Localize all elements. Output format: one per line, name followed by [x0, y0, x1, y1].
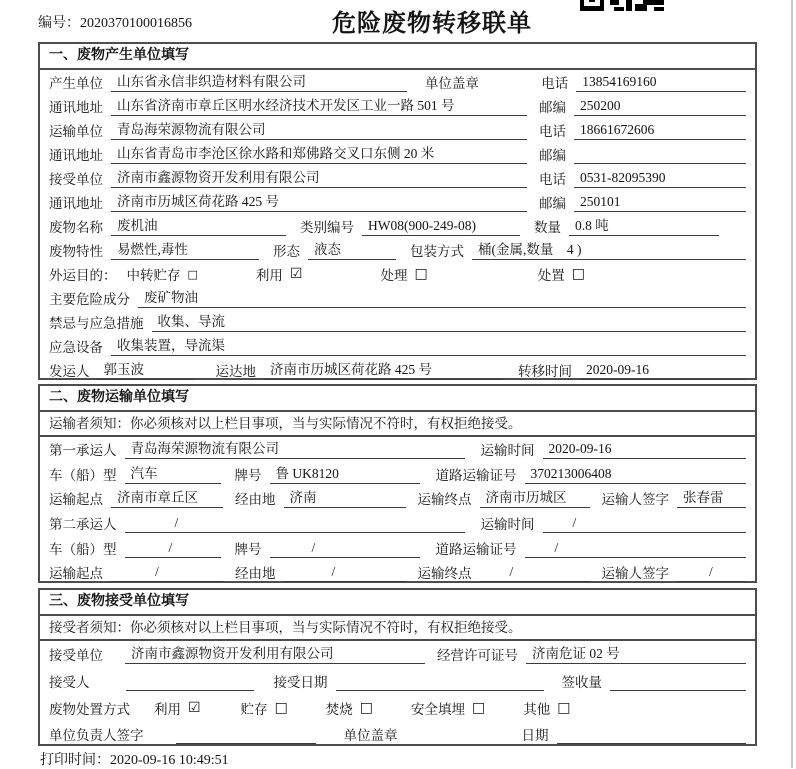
row-route2 [40, 560, 755, 585]
precautions-value: 收集、导流 [152, 312, 747, 332]
row-hazard-components [40, 286, 755, 310]
checkbox-unchecked-icon: □ [472, 699, 486, 716]
row-vehicle1 [40, 462, 755, 487]
route2-origin-value: / [111, 562, 223, 582]
route1-via-value: 济南 [284, 488, 406, 508]
print-time-line [40, 749, 229, 769]
accept-date-value [336, 671, 544, 691]
quantity-label: 数量 [534, 220, 561, 235]
receiver-value: 济南市鑫源物资开发利用有限公司 [111, 168, 527, 188]
option-utilize [154, 698, 201, 718]
checkbox-checked-icon: ☑ [188, 699, 201, 716]
vehicle2-type-label: 车（船）型 [49, 541, 117, 557]
option-utilize-label: 利用 [154, 701, 181, 717]
seal-date-value [557, 724, 747, 744]
transporter-value: 青岛海荣源物流有限公司 [111, 120, 527, 140]
option-landfill [411, 698, 485, 718]
route1-sign-label: 运输人签字 [601, 492, 669, 508]
option-dispose-label: 处置 [537, 268, 565, 283]
carrier2-label: 第二承运人 [49, 517, 117, 533]
receiver-zip-label: 邮编 [539, 196, 566, 211]
waste-traits-value: 易燃性,毒性 [111, 240, 259, 260]
row-transporter [40, 118, 755, 142]
receiver-notice: 接受者须知：你必须核对以上栏目事项，当与实际情况不符时，有权拒绝接受。 [40, 616, 755, 641]
dispatcher-label: 发运人 [49, 364, 90, 379]
producer-value: 山东省永信非织造材料有限公司 [111, 72, 407, 92]
option-other [523, 698, 570, 718]
option-incinerate-label: 焚烧 [325, 701, 353, 717]
transporter-address-value: 山东省青岛市李沧区徐水路和郑佛路交叉口东侧 20 米 [111, 144, 527, 164]
transporter-zip-label: 邮编 [539, 148, 566, 163]
route2-sign-value: / [677, 562, 746, 582]
disposal-method-label: 废物处置方式 [49, 701, 130, 717]
option-store-label: 贮存 [240, 701, 268, 717]
carrier2-time-label: 运输时间 [480, 517, 535, 533]
option-transit-storage-label: 中转贮存 [126, 268, 181, 283]
row-producer [40, 70, 755, 94]
print-time-value: 2020-09-16 10:49:51 [110, 753, 229, 768]
received-qty-value [610, 671, 746, 691]
transfer-time-label: 转移时间 [518, 364, 572, 379]
checkbox-unchecked-icon: □ [557, 699, 571, 716]
responsible-signature-label: 单位负责人签字 [49, 728, 144, 744]
unit-seal-label: 单位盖章 [424, 76, 479, 91]
row-waste-traits [40, 238, 755, 262]
producer-address-value: 山东省济南市章丘区明水经济技术开发区工业一路 501 号 [111, 96, 527, 116]
row-route1 [40, 486, 755, 511]
vehicle1-type-value: 汽车 [125, 464, 221, 484]
unit-seal-label: 单位盖章 [343, 728, 398, 744]
vehicle2-permit-value: / [525, 538, 747, 558]
receiver-phone-label: 电话 [539, 172, 566, 187]
row-disposal-method [40, 694, 755, 721]
emergency-equipment-label: 应急设备 [49, 340, 103, 355]
route1-end-value: 济南市历城区 [480, 488, 590, 508]
recipient-value [126, 671, 254, 691]
waste-traits-label: 废物特性 [49, 244, 103, 259]
producer-phone-value: 13854169160 [576, 72, 746, 92]
route1-end-label: 运输终点 [417, 492, 472, 508]
producer-label: 产生单位 [49, 76, 103, 91]
print-time-label: 打印时间： [40, 753, 110, 768]
receiver-label: 接受单位 [49, 172, 103, 187]
route1-origin-label: 运输起点 [49, 492, 103, 508]
transporter-label: 运输单位 [49, 124, 103, 139]
receiver-zip-value: 250101 [574, 192, 746, 212]
checkbox-unchecked-icon: □ [187, 267, 198, 281]
row-responsible-signature [40, 721, 755, 748]
vehicle1-permit-label: 道路运输证号 [435, 467, 517, 483]
route2-via-label: 经由地 [235, 566, 276, 582]
route2-end-label: 运输终点 [417, 566, 472, 582]
row-carrier2 [40, 511, 755, 536]
route2-origin-label: 运输起点 [49, 566, 103, 582]
carrier1-label: 第一承运人 [49, 443, 117, 459]
row-waste-name [40, 214, 755, 238]
vehicle1-plate-value: 鲁 UK8120 [270, 464, 420, 484]
option-incinerate [326, 698, 373, 718]
row-precautions [40, 310, 755, 334]
serial-number: 2020370100016856 [80, 16, 192, 31]
waste-name-label: 废物名称 [49, 220, 103, 235]
hazard-components-label: 主要危险成分 [49, 292, 130, 307]
row-accept-unit [40, 641, 755, 668]
transporter-phone-label: 电话 [539, 124, 566, 139]
accept-unit-value: 济南市鑫源物资开发利用有限公司 [125, 644, 425, 664]
transporter-zip-value [574, 144, 746, 164]
vehicle1-type-label: 车（船）型 [49, 467, 117, 483]
transporter-phone-value: 18661672606 [574, 120, 746, 140]
section-transport [38, 384, 757, 583]
transfer-time-value: 2020-09-16 [580, 360, 746, 380]
carrier2-value: / [125, 513, 465, 533]
producer-zip-label: 邮编 [539, 100, 566, 115]
route2-end-value: / [480, 562, 590, 582]
vehicle2-plate-label: 牌号 [234, 541, 262, 557]
route2-via-value: / [284, 562, 406, 582]
destination-value: 济南市历城区荷花路 425 号 [264, 360, 502, 380]
vehicle2-permit-label: 道路运输证号 [435, 541, 517, 557]
option-treat [380, 264, 427, 284]
option-other-label: 其他 [523, 701, 551, 717]
row-dispatch [40, 358, 755, 382]
checkbox-unchecked-icon: □ [571, 266, 585, 282]
checkbox-unchecked-icon: □ [414, 266, 428, 282]
accept-date-label: 接受日期 [273, 675, 328, 691]
row-carrier1 [40, 437, 755, 462]
section-receiver-title: 三、废物接受单位填写 [40, 590, 755, 616]
license-label: 经营许可证号 [437, 648, 518, 664]
license-value: 济南危证 02 号 [526, 644, 746, 664]
received-qty-label: 签收量 [561, 675, 602, 691]
page-edge-divider [791, 0, 793, 768]
transporter-address-label: 通讯地址 [49, 148, 103, 163]
destination-label: 运达地 [215, 364, 256, 379]
qr-code-fragment-icon [580, 0, 665, 12]
row-emergency-equipment [40, 334, 755, 358]
precautions-label: 禁忌与应急措施 [49, 316, 144, 331]
category-code-label: 类别编号 [300, 220, 354, 235]
row-receiver-address [40, 190, 755, 214]
emergency-equipment-value: 收集装置，导流渠 [111, 336, 746, 356]
option-transit-storage [127, 264, 198, 284]
row-transfer-purpose [40, 262, 755, 286]
vehicle2-type-value: / [125, 538, 221, 558]
route2-sign-label: 运输人签字 [601, 566, 669, 582]
option-treat-label: 处理 [380, 268, 408, 283]
vehicle1-plate-label: 牌号 [234, 467, 262, 483]
seal-date-label: 日期 [521, 728, 549, 744]
option-landfill-label: 安全填埋 [411, 701, 466, 717]
hazard-components-value: 废矿物油 [138, 288, 746, 308]
packaging-label: 包装方式 [410, 244, 464, 259]
producer-address-label: 通讯地址 [49, 100, 103, 115]
quantity-value: 0.8 吨 [569, 216, 719, 236]
option-utilize [256, 264, 303, 284]
page-title: 危险废物转移联单 [332, 11, 532, 37]
row-vehicle2 [40, 535, 755, 560]
option-utilize-label: 利用 [255, 268, 283, 283]
route1-via-label: 经由地 [235, 492, 276, 508]
route1-sign-value: 张春雷 [677, 488, 746, 508]
producer-zip-value: 250200 [574, 96, 746, 116]
row-receiver [40, 166, 755, 190]
packaging-value: 桶(金属,数量 4 ) [472, 240, 746, 260]
carrier1-value: 青岛海荣源物流有限公司 [125, 439, 465, 459]
checkbox-unchecked-icon: □ [274, 699, 288, 716]
responsible-signature-value [176, 724, 316, 744]
section-transport-title: 二、废物运输单位填写 [40, 386, 755, 412]
form-value: 液态 [308, 240, 396, 260]
carrier1-time-value: 2020-09-16 [543, 439, 747, 459]
receiver-address-label: 通讯地址 [49, 196, 103, 211]
producer-phone-label: 电话 [541, 76, 569, 91]
serial-label: 编号： [38, 16, 80, 31]
dispatcher-value: 郭玉波 [98, 360, 194, 380]
checkbox-checked-icon: ☑ [289, 266, 303, 282]
route1-origin-value: 济南市章丘区 [111, 488, 223, 508]
carrier1-time-label: 运输时间 [480, 443, 535, 459]
row-transporter-address [40, 142, 755, 166]
receiver-address-value: 济南市历城区荷花路 425 号 [111, 192, 527, 212]
recipient-label: 接受人 [49, 675, 90, 691]
option-store [241, 698, 288, 718]
form-label: 形态 [273, 244, 300, 259]
transporter-notice: 运输者须知：你必须核对以上栏目事项，当与实际情况不符时，有权拒绝接受。 [40, 412, 755, 437]
vehicle2-plate-value: / [270, 538, 420, 558]
section-producer [38, 42, 757, 380]
receiver-phone-value: 0531-82095390 [574, 168, 746, 188]
carrier2-time-value: / [543, 513, 747, 533]
section-receiver [38, 588, 757, 746]
row-recipient [40, 668, 755, 695]
category-code-value: HW08(900-249-08) [362, 216, 520, 236]
checkbox-unchecked-icon: □ [359, 699, 374, 716]
accept-unit-label: 接受单位 [49, 648, 103, 664]
row-producer-address [40, 94, 755, 118]
section-producer-title: 一、废物产生单位填写 [40, 44, 755, 70]
waste-name-value: 废机油 [111, 216, 286, 236]
serial-number-line [38, 12, 192, 32]
option-dispose [538, 264, 585, 284]
vehicle1-permit-value: 370213006408 [525, 464, 747, 484]
transfer-purpose-label: 外运目的： [49, 268, 117, 283]
